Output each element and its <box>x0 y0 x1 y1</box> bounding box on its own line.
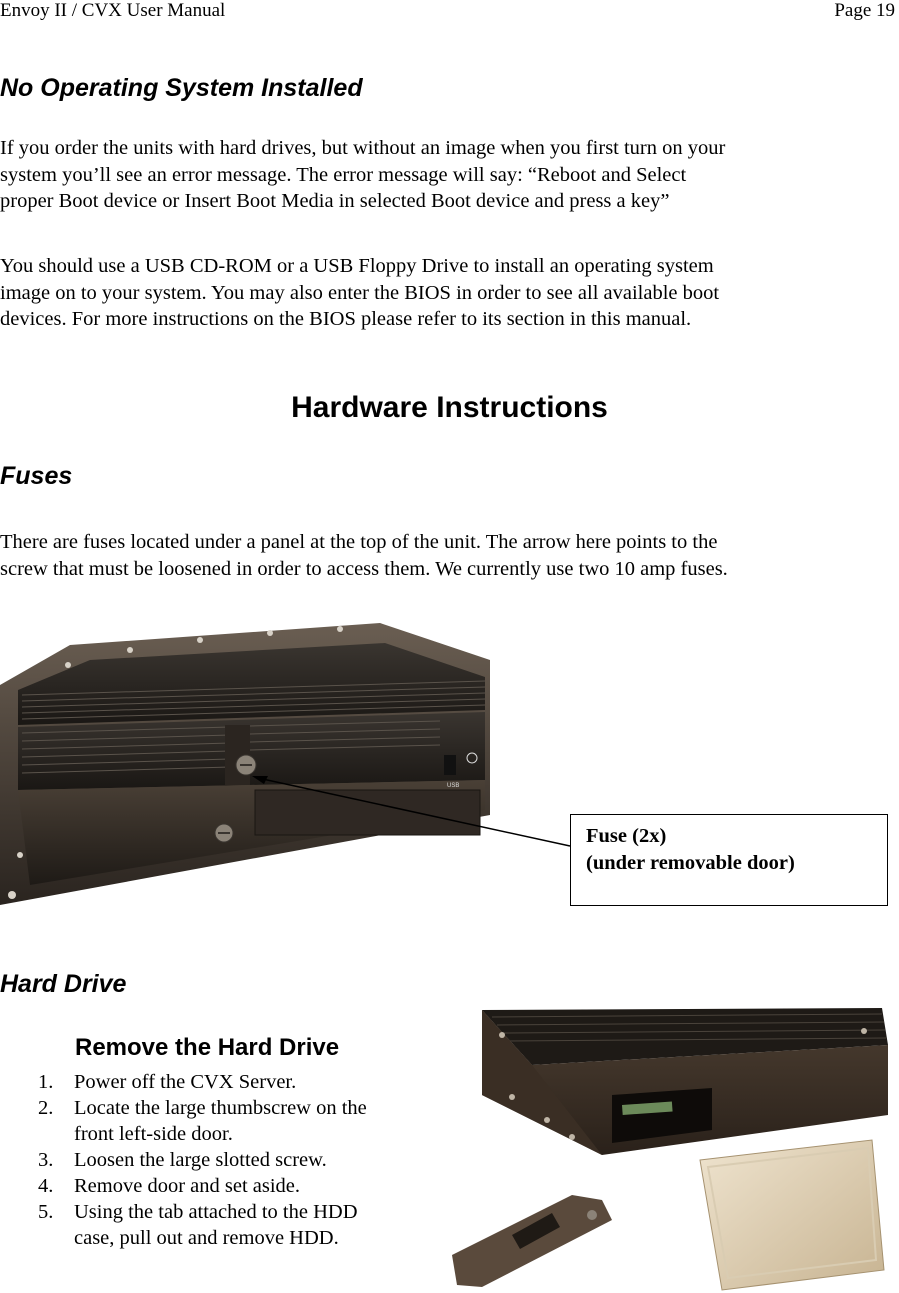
step-text: Power off the CVX Server. <box>74 1071 297 1093</box>
list-item <box>38 1173 458 1199</box>
step-number: 1. <box>38 1071 54 1093</box>
section-title-no-os: No Operating System Installed <box>0 74 363 102</box>
running-header-title: Envoy II / CVX User Manual <box>0 0 226 21</box>
callout-line: (under removable door) <box>586 852 795 874</box>
text-line: system you’ll see an error message. The error message will say: “Reboot and Select <box>0 163 687 186</box>
step-text: Loosen the large slotted screw. <box>74 1149 327 1171</box>
section-title-fuses: Fuses <box>0 462 73 490</box>
text-line: You should use a USB CD-ROM or a USB Floppy Drive to install an operating system <box>0 255 714 277</box>
subsection-title-remove-hdd: Remove the Hard Drive <box>75 1034 340 1061</box>
text-line: screw that must be loosened in order to access them. We currently use two 10 amp fuses. <box>0 557 728 580</box>
svg-text:USB: USB <box>447 783 460 789</box>
page-number: Page 19 <box>834 0 895 21</box>
step-text: front left-side door. <box>74 1123 233 1145</box>
section-title-hard-drive: Hard Drive <box>0 970 127 998</box>
step-number: 4. <box>38 1175 54 1197</box>
step-text: Remove door and set aside. <box>74 1175 301 1197</box>
text-line: image on to your system. You may also enter the BIOS in order to see all available boot <box>0 281 720 304</box>
steps-list <box>38 1069 458 1251</box>
list-item <box>38 1147 458 1173</box>
step-text: case, pull out and remove HDD. <box>74 1227 339 1249</box>
text-line: proper Boot device or Insert Boot Media in selected Boot device and press a key” <box>0 190 670 212</box>
callout-line: Fuse (2x) <box>586 825 667 847</box>
step-number: 3. <box>38 1149 54 1171</box>
text-line: If you order the units with hard drives, but without an image when you first turn on your <box>0 137 726 159</box>
step-text: Using the tab attached to the HDD <box>74 1201 358 1223</box>
text-line: There are fuses located under a panel at the top of the unit. The arrow here points to the <box>0 531 718 553</box>
section-title-hardware: Hardware Instructions <box>291 391 608 424</box>
list-item <box>38 1069 458 1095</box>
text-line: devices. For more instructions on the BIOS please refer to its section in this manual. <box>0 308 692 330</box>
hdd-removal-photo <box>452 1005 892 1293</box>
list-item <box>38 1095 458 1147</box>
step-text: Locate the large thumbscrew on the <box>74 1097 367 1119</box>
fuse-callout-box <box>570 814 888 906</box>
step-number: 2. <box>38 1097 54 1119</box>
list-item <box>38 1199 458 1251</box>
step-number: 5. <box>38 1201 54 1223</box>
